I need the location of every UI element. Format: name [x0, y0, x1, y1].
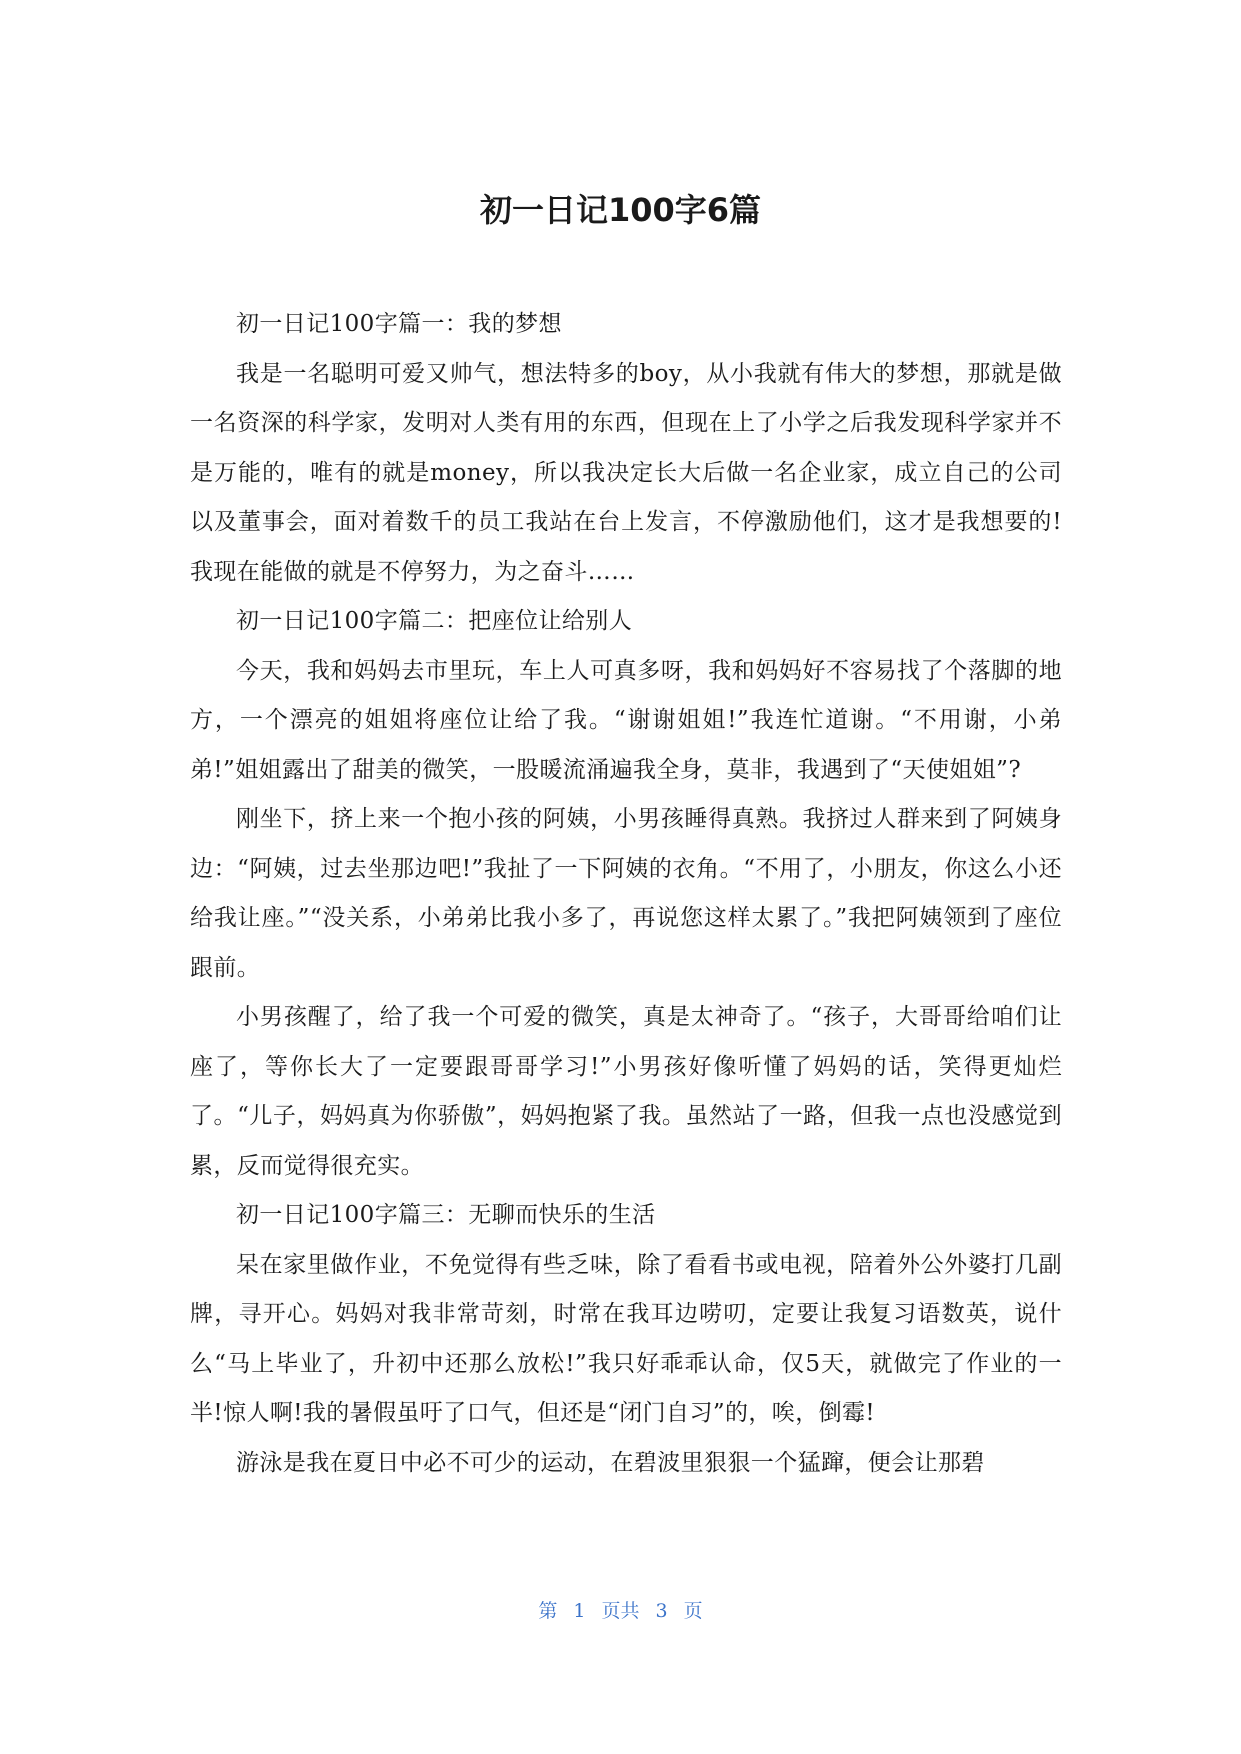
section-heading-2: 初一日记100字篇二：把座位让给别人 [236, 608, 633, 634]
section-heading-1: 初一日记100字篇一：我的梦想 [236, 311, 562, 337]
document-body [190, 300, 1062, 1488]
paragraph-4: 小男孩醒了，给了我一个可爱的微笑，真是太神奇了。“孩子，大哥哥给咱们让座了，等你长大了一定要跟哥哥学习!”小男孩好像听懂了妈妈的话，笑得更灿烂了。“儿子，妈妈真为你骄傲”，妈妈抱紧了我。虽然站了一路，但我一点也没感觉到累，反而觉得很充实。 [190, 1004, 1062, 1179]
footer-page-unit: 页共 [601, 1600, 640, 1622]
page-footer [0, 1596, 1241, 1623]
footer-total-pages: 3 [655, 1600, 668, 1622]
paragraph-1: 我是一名聪明可爱又帅气，想法特多的boy，从小我就有伟大的梦想，那就是做一名资深的科学家，发明对人类有用的东西，但现在上了小学之后我发现科学家并不是万能的，唯有的就是money，所以我决定长大后做一名企业家，成立自己的公司以及董事会，面对着数千的员工我站在台上发言，不停激励他们，这才是我想要的!我现在能做的就是不停努力，为之奋斗…… [190, 360, 1062, 585]
paragraph-6: 游泳是我在夏日中必不可少的运动，在碧波里狠狠一个猛蹿，便会让那碧 [236, 1449, 985, 1476]
footer-page-number: 1 [573, 1600, 586, 1622]
paragraph-2: 今天，我和妈妈去市里玩，车上人可真多呀，我和妈妈好不容易找了个落脚的地方，一个漂亮的姐姐将座位让给了我。“谢谢姐姐!”我连忙道谢。“不用谢，小弟弟!”姐姐露出了甜美的微笑，一股暖流涌遍我全身，莫非，我遇到了“天使姐姐”? [190, 657, 1062, 783]
section-heading-3: 初一日记100字篇三：无聊而快乐的生活 [236, 1202, 656, 1228]
footer-page-label: 第 [538, 1600, 558, 1622]
paragraph-5: 呆在家里做作业，不免觉得有些乏味，除了看看书或电视，陪着外公外婆打几副牌，寻开心。妈妈对我非常苛刻，时常在我耳边唠叨，定要让我复习语数英，说什么“马上毕业了，升初中还那么放松!”我只好乖乖认命，仅5天，就做完了作业的一半!惊人啊!我的暑假虽吁了口气，但还是“闭门自习”的，唉，倒霉! [190, 1251, 1062, 1426]
paragraph-3: 刚坐下，挤上来一个抱小孩的阿姨，小男孩睡得真熟。我挤过人群来到了阿姨身边：“阿姨，过去坐那边吧!”我扯了一下阿姨的衣角。“不用了，小朋友，你这么小还给我让座。”“没关系，小弟弟比我小多了，再说您这样太累了。”我把阿姨领到了座位跟前。 [190, 806, 1062, 981]
footer-total-unit: 页 [683, 1600, 703, 1622]
document-title: 初一日记100字6篇 [479, 191, 762, 229]
